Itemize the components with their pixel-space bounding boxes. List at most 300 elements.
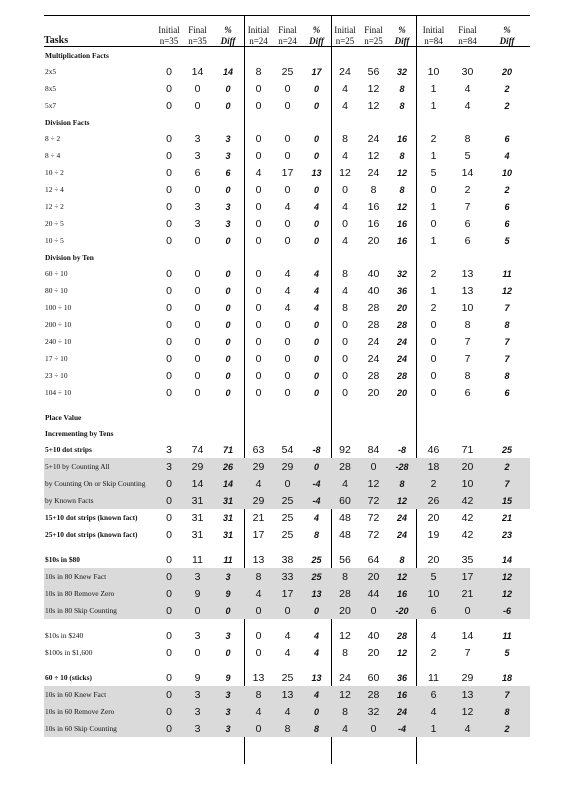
group4-final-cell: 13 xyxy=(451,686,484,703)
group3-diff-cell: 16 xyxy=(396,235,407,246)
group2-final-cell: 4 xyxy=(284,646,291,659)
group3-final-cell: 12 xyxy=(367,99,380,112)
table-row xyxy=(44,130,530,147)
group3-initial-cell: 8 xyxy=(342,646,348,659)
group3-final-cell: 28 xyxy=(359,686,388,703)
group3-final-cell: 60 xyxy=(367,671,380,684)
group4-initial-cell: 0 xyxy=(430,318,437,331)
group4-initial-cell: 11 xyxy=(428,671,439,684)
group4-diff-cell: 20 xyxy=(501,66,512,77)
group3-diff-cell: 24 xyxy=(396,353,407,364)
group1-final-cell: 3 xyxy=(194,132,201,145)
table-row xyxy=(44,147,530,164)
group4-initial-cell: 10 xyxy=(427,65,440,78)
group2-diff-cell: 0 xyxy=(302,602,331,619)
group2-final-cell: 17 xyxy=(281,166,294,179)
group2-initial-cell: 0 xyxy=(255,646,262,659)
task-label: 15+10 dot strips (known fact) xyxy=(45,513,138,522)
group1-initial-header: Initial n=35 xyxy=(158,25,180,46)
group2-initial-cell: 0 xyxy=(255,82,262,95)
table-row xyxy=(44,627,530,644)
group1-diff-cell: 31 xyxy=(212,492,244,509)
group1-initial-cell: 0 xyxy=(166,335,172,348)
group1-diff-cell: 14 xyxy=(212,475,244,492)
group3-initial-cell: 0 xyxy=(342,318,348,331)
group4-final-cell: 14 xyxy=(461,629,474,642)
group4-diff-cell: 2 xyxy=(504,184,510,195)
group4-initial-cell: 6 xyxy=(416,602,451,619)
group1-diff-cell: 0 xyxy=(225,302,231,313)
group2-diff-cell: 0 xyxy=(313,133,319,144)
group1-initial-cell: 0 xyxy=(166,553,172,566)
group1-diff-cell: 0 xyxy=(225,268,231,279)
table-row xyxy=(44,215,530,232)
group1-initial-cell: 0 xyxy=(155,492,183,509)
group1-diff-cell: 0 xyxy=(225,319,231,330)
group4-diff-cell: 7 xyxy=(504,353,510,364)
group4-diff-cell: 5 xyxy=(504,647,510,658)
table-row xyxy=(44,686,530,703)
table-row xyxy=(44,568,530,585)
group1-final-cell: 0 xyxy=(194,352,201,365)
task-label: 17 ÷ 10 xyxy=(45,354,68,363)
group2-diff-cell: 4 xyxy=(313,201,319,212)
group2-diff-cell: 4 xyxy=(302,686,331,703)
group2-initial-cell: 4 xyxy=(255,166,262,179)
group2-initial-cell: 0 xyxy=(255,386,262,399)
group3-initial-cell: 0 xyxy=(342,386,348,399)
group2-initial-cell: 0 xyxy=(255,267,262,280)
table-row xyxy=(44,441,530,458)
group2-final-cell: 33 xyxy=(273,568,302,585)
group1-initial-cell: 3 xyxy=(155,458,183,475)
group4-initial-cell: 2 xyxy=(430,267,437,280)
group1-initial-cell: 0 xyxy=(166,369,172,382)
group4-diff-cell: 7 xyxy=(504,336,510,347)
table-row xyxy=(44,80,530,97)
task-label: 10s in 60 Remove Zero xyxy=(44,703,155,720)
section-title: Multiplication Facts xyxy=(45,50,109,60)
group3-final-cell: 84 xyxy=(367,443,380,456)
task-label: 8 ÷ 2 xyxy=(45,134,61,143)
group3-diff-cell: 8 xyxy=(399,83,405,94)
section-header-row xyxy=(44,47,530,63)
group4-initial-cell: 1 xyxy=(416,720,451,737)
group3-initial-cell: 12 xyxy=(331,686,359,703)
group1-initial-cell: 0 xyxy=(166,234,172,247)
table-row xyxy=(44,333,530,350)
group1-initial-cell: 0 xyxy=(166,132,172,145)
table-row xyxy=(44,97,530,114)
group4-final-cell: 42 xyxy=(461,528,474,541)
group2-final-cell: 4 xyxy=(284,284,291,297)
group4-final-cell: 6 xyxy=(464,217,471,230)
group4-final-cell: 10 xyxy=(451,475,484,492)
task-label: 20 ÷ 5 xyxy=(45,219,64,228)
group2-final-cell: 0 xyxy=(284,183,291,196)
group3-diff-cell: 16 xyxy=(396,218,407,229)
group3-final-cell: 0 xyxy=(359,602,388,619)
group3-diff-cell: 28 xyxy=(396,319,407,330)
group1-final-cell: 14 xyxy=(183,475,212,492)
group2-diff-cell: 25 xyxy=(302,568,331,585)
group4-initial-cell: 2 xyxy=(430,301,437,314)
group3-diff-cell: 28 xyxy=(396,370,407,381)
group4-initial-cell: 0 xyxy=(430,352,437,365)
group3-initial-cell: 28 xyxy=(331,585,359,602)
task-label: 25+10 dot strips (known fact) xyxy=(45,530,138,539)
group3-diff-cell: 8 xyxy=(399,150,405,161)
group4-final-cell: 8 xyxy=(464,132,471,145)
group1-initial-cell: 0 xyxy=(166,528,172,541)
group1-final-cell: 0 xyxy=(194,284,201,297)
task-label: 10s in 80 Remove Zero xyxy=(44,585,155,602)
group2-initial-cell: 29 xyxy=(244,458,273,475)
group3-initial-cell: 20 xyxy=(331,602,359,619)
group4-final-cell: 71 xyxy=(461,443,474,456)
group4-final-cell: 29 xyxy=(461,671,474,684)
group3-diff-cell: 12 xyxy=(388,568,416,585)
group3-initial-cell: 0 xyxy=(342,369,348,382)
group4-initial-cell: 6 xyxy=(416,686,451,703)
group2-diff-cell: 0 xyxy=(313,150,319,161)
group1-final-cell: 0 xyxy=(194,99,201,112)
group1-diff-header: % Diff xyxy=(220,25,236,46)
group1-final-cell: 31 xyxy=(183,492,212,509)
group1-diff-cell: 0 xyxy=(225,336,231,347)
group4-initial-cell: 0 xyxy=(430,335,437,348)
group4-initial-cell: 2 xyxy=(430,646,437,659)
task-label: 10 ÷ 2 xyxy=(45,168,64,177)
group1-diff-cell: 26 xyxy=(212,458,244,475)
group2-diff-header: % Diff xyxy=(309,25,324,46)
group3-diff-cell: 8 xyxy=(399,554,405,565)
group2-diff-cell: 13 xyxy=(302,585,331,602)
group1-final-cell: 3 xyxy=(183,720,212,737)
group1-final-cell: 0 xyxy=(194,82,201,95)
group4-diff-cell: 11 xyxy=(502,268,512,279)
group3-final-header: Final n=25 xyxy=(364,25,383,46)
task-label: 80 ÷ 10 xyxy=(45,286,68,295)
section-header-row xyxy=(44,114,530,130)
group2-initial-cell: 0 xyxy=(255,99,262,112)
group3-initial-cell: 24 xyxy=(339,65,351,78)
group1-initial-cell: 0 xyxy=(166,671,172,684)
group4-diff-cell: 6 xyxy=(504,387,510,398)
group3-diff-cell: -8 xyxy=(397,444,406,455)
table-row xyxy=(44,367,530,384)
table-row xyxy=(44,164,530,181)
group4-diff-cell: 10 xyxy=(501,167,512,178)
table-row xyxy=(44,350,530,367)
table-row xyxy=(44,475,530,492)
group4-diff-cell: 6 xyxy=(504,133,510,144)
spacer-row xyxy=(44,401,530,409)
group2-final-cell: 0 xyxy=(284,82,291,95)
group1-final-cell: 9 xyxy=(194,671,201,684)
group1-final-cell: 6 xyxy=(194,166,201,179)
group1-initial-cell: 0 xyxy=(166,318,172,331)
group2-diff-cell: 0 xyxy=(313,387,319,398)
group3-diff-cell: -20 xyxy=(388,602,416,619)
group3-final-cell: 20 xyxy=(367,646,380,659)
group1-diff-cell: 0 xyxy=(225,387,231,398)
group3-final-cell: 40 xyxy=(367,267,380,280)
data-table-document xyxy=(44,0,530,794)
group1-final-cell: 3 xyxy=(183,703,212,720)
group4-final-header: Final n=84 xyxy=(458,25,477,46)
group1-final-cell: 9 xyxy=(183,585,212,602)
group2-initial-cell: 0 xyxy=(255,217,262,230)
group3-initial-cell: 8 xyxy=(331,568,359,585)
group3-initial-cell: 8 xyxy=(342,267,348,280)
group2-diff-cell: 0 xyxy=(313,83,319,94)
group2-final-cell: 8 xyxy=(273,720,302,737)
table-row xyxy=(44,63,530,80)
group1-initial-cell: 0 xyxy=(155,568,183,585)
group1-initial-cell: 0 xyxy=(166,267,172,280)
task-label: 60 ÷ 10 xyxy=(45,269,68,278)
group4-diff-cell: 23 xyxy=(501,529,512,540)
group2-diff-cell: -8 xyxy=(312,444,321,455)
table-row xyxy=(44,316,530,333)
group4-initial-cell: 2 xyxy=(430,132,437,145)
group4-diff-header: % Diff xyxy=(499,25,515,46)
group1-diff-cell: 6 xyxy=(225,167,231,178)
group2-final-cell: 38 xyxy=(281,553,294,566)
group4-diff-cell: 2 xyxy=(484,458,530,475)
group3-final-cell: 40 xyxy=(367,284,380,297)
group4-initial-cell: 0 xyxy=(430,217,437,230)
group1-diff-cell: 3 xyxy=(212,686,244,703)
group2-final-cell: 0 xyxy=(284,386,291,399)
group4-final-cell: 20 xyxy=(451,458,484,475)
section-title: Place Value xyxy=(45,412,82,422)
group1-final-cell: 3 xyxy=(194,200,201,213)
group2-initial-header: Initial n=24 xyxy=(247,25,270,46)
group4-initial-cell: 5 xyxy=(416,568,451,585)
group3-final-cell: 20 xyxy=(359,568,388,585)
table-row xyxy=(44,282,530,299)
group4-final-cell: 2 xyxy=(464,183,471,196)
group1-diff-cell: 3 xyxy=(212,703,244,720)
group4-final-cell: 0 xyxy=(451,602,484,619)
group1-diff-cell: 3 xyxy=(225,218,231,229)
group2-diff-cell: 4 xyxy=(313,302,319,313)
group2-initial-cell: 0 xyxy=(255,352,262,365)
task-label: 8 ÷ 4 xyxy=(45,151,61,160)
spacer-row xyxy=(44,619,530,627)
group4-diff-cell: 12 xyxy=(501,285,512,296)
group1-initial-cell: 3 xyxy=(166,443,172,456)
group1-initial-cell: 0 xyxy=(166,166,172,179)
group3-diff-cell: 12 xyxy=(396,167,407,178)
group1-diff-cell: 9 xyxy=(212,585,244,602)
group1-initial-cell: 0 xyxy=(155,686,183,703)
group2-initial-cell: 0 xyxy=(255,183,262,196)
group4-diff-cell: 7 xyxy=(484,686,530,703)
group1-diff-cell: 0 xyxy=(225,647,231,658)
section-header-row xyxy=(44,409,530,425)
group2-final-cell: 25 xyxy=(281,528,294,541)
group3-diff-cell: 12 xyxy=(396,201,407,212)
group1-final-cell: 3 xyxy=(194,217,201,230)
group1-initial-cell: 0 xyxy=(155,602,183,619)
group2-final-cell: 0 xyxy=(273,475,302,492)
group1-diff-cell: 0 xyxy=(212,602,244,619)
group2-final-cell: 0 xyxy=(284,217,291,230)
group4-diff-cell: 12 xyxy=(484,568,530,585)
header-row xyxy=(44,19,530,47)
group4-diff-cell: 11 xyxy=(502,630,512,641)
group3-final-cell: 44 xyxy=(359,585,388,602)
group2-final-cell: 13 xyxy=(273,686,302,703)
group2-final-cell: 4 xyxy=(284,629,291,642)
group3-diff-cell: 24 xyxy=(396,512,407,523)
table-row xyxy=(44,299,530,316)
group4-initial-cell: 1 xyxy=(430,149,437,162)
task-label: 2x5 xyxy=(45,67,57,76)
group3-initial-cell: 0 xyxy=(342,352,348,365)
group4-diff-cell: 2 xyxy=(504,100,510,111)
group2-diff-cell: 4 xyxy=(313,512,319,523)
group2-initial-cell: 0 xyxy=(255,369,262,382)
group3-diff-cell: 36 xyxy=(396,285,407,296)
table-row xyxy=(44,720,530,737)
group3-initial-cell: 48 xyxy=(339,511,351,524)
group3-initial-cell: 4 xyxy=(342,99,348,112)
group1-final-cell: 3 xyxy=(183,568,212,585)
group4-final-cell: 7 xyxy=(464,200,471,213)
group4-final-cell: 17 xyxy=(451,568,484,585)
group2-diff-cell: 0 xyxy=(313,218,319,229)
group4-final-cell: 4 xyxy=(451,720,484,737)
group3-initial-cell: 12 xyxy=(339,629,351,642)
group3-final-cell: 12 xyxy=(359,475,388,492)
group4-final-cell: 42 xyxy=(461,511,474,524)
group3-diff-cell: 28 xyxy=(396,630,407,641)
spacer-cell xyxy=(44,543,530,551)
group3-initial-cell: 0 xyxy=(342,217,348,230)
table-row xyxy=(44,492,530,509)
group2-final-cell: 4 xyxy=(284,301,291,314)
group2-final-cell: 54 xyxy=(281,443,294,456)
group3-initial-cell: 12 xyxy=(339,166,351,179)
group2-diff-cell: 0 xyxy=(313,100,319,111)
group2-diff-cell: 13 xyxy=(311,672,322,683)
table-row xyxy=(44,458,530,475)
table-row xyxy=(44,644,530,661)
group2-final-cell: 25 xyxy=(281,671,294,684)
group3-final-cell: 72 xyxy=(367,511,380,524)
group2-initial-cell: 8 xyxy=(244,568,273,585)
group2-final-cell: 25 xyxy=(281,65,294,78)
table-row xyxy=(44,526,530,543)
group1-diff-cell: 3 xyxy=(225,630,231,641)
group4-diff-cell: 7 xyxy=(504,302,510,313)
group4-initial-cell: 1 xyxy=(430,200,437,213)
group2-initial-cell: 21 xyxy=(252,511,265,524)
group4-initial-cell: 4 xyxy=(430,629,437,642)
group4-initial-cell: 19 xyxy=(427,528,440,541)
group3-initial-cell: 4 xyxy=(342,149,348,162)
group2-initial-cell: 0 xyxy=(255,629,262,642)
group2-initial-cell: 8 xyxy=(244,686,273,703)
group2-initial-cell: 13 xyxy=(252,553,265,566)
spacer-row xyxy=(44,661,530,669)
group1-diff-cell: 0 xyxy=(225,285,231,296)
group4-diff-cell: -6 xyxy=(484,602,530,619)
group2-initial-cell: 0 xyxy=(255,284,262,297)
group3-diff-cell: 16 xyxy=(388,686,416,703)
group4-final-cell: 21 xyxy=(451,585,484,602)
group1-diff-cell: 31 xyxy=(222,529,233,540)
group2-diff-cell: 8 xyxy=(302,720,331,737)
task-label: 5+10 dot strips xyxy=(45,445,92,454)
group4-final-cell: 7 xyxy=(464,646,471,659)
group2-initial-cell: 0 xyxy=(255,149,262,162)
group1-initial-cell: 0 xyxy=(166,183,172,196)
group2-diff-cell: 0 xyxy=(313,235,319,246)
group3-final-cell: 12 xyxy=(367,82,380,95)
group3-initial-cell: 4 xyxy=(342,234,348,247)
group3-final-cell: 64 xyxy=(367,553,380,566)
group1-diff-cell: 3 xyxy=(212,720,244,737)
group4-diff-cell: 25 xyxy=(501,444,512,455)
group2-diff-cell: 0 xyxy=(313,336,319,347)
group1-diff-cell: 3 xyxy=(212,568,244,585)
group2-diff-cell: 0 xyxy=(302,458,331,475)
group3-diff-cell: 8 xyxy=(399,100,405,111)
group3-diff-cell: -4 xyxy=(388,720,416,737)
group1-initial-cell: 0 xyxy=(166,284,172,297)
group4-final-cell: 7 xyxy=(464,335,471,348)
group1-final-cell: 74 xyxy=(191,443,204,456)
spacer-cell xyxy=(44,401,530,409)
group3-final-cell: 40 xyxy=(367,629,380,642)
group4-initial-cell: 1 xyxy=(430,234,437,247)
group3-diff-cell: 8 xyxy=(388,475,416,492)
task-label: 10s in 60 Skip Counting xyxy=(44,720,155,737)
group3-diff-cell: -28 xyxy=(388,458,416,475)
group2-initial-cell: 4 xyxy=(244,703,273,720)
group3-diff-cell: 32 xyxy=(396,268,407,279)
group1-diff-cell: 9 xyxy=(225,672,231,683)
group4-diff-cell: 21 xyxy=(501,512,512,523)
group2-initial-cell: 63 xyxy=(252,443,265,456)
group3-diff-cell: 24 xyxy=(396,336,407,347)
group1-initial-cell: 0 xyxy=(166,352,172,365)
group3-initial-cell: 4 xyxy=(342,200,348,213)
group1-initial-cell: 0 xyxy=(155,720,183,737)
group1-final-cell: 0 xyxy=(194,335,201,348)
group2-initial-cell: 0 xyxy=(255,234,262,247)
group2-diff-cell: 0 xyxy=(313,319,319,330)
group3-final-cell: 72 xyxy=(367,528,380,541)
task-label: 10s in 80 Knew Fact xyxy=(44,568,155,585)
results-table xyxy=(44,19,530,737)
group3-diff-cell: 24 xyxy=(396,529,407,540)
group1-initial-cell: 0 xyxy=(166,217,172,230)
group4-initial-cell: 20 xyxy=(427,511,440,524)
group3-final-cell: 28 xyxy=(367,369,380,382)
group3-final-cell: 56 xyxy=(367,65,380,78)
group2-final-cell: 29 xyxy=(273,458,302,475)
group3-initial-cell: 4 xyxy=(331,475,359,492)
group2-initial-cell: 4 xyxy=(244,585,273,602)
group2-final-cell: 0 xyxy=(273,602,302,619)
group4-final-cell: 5 xyxy=(464,149,471,162)
